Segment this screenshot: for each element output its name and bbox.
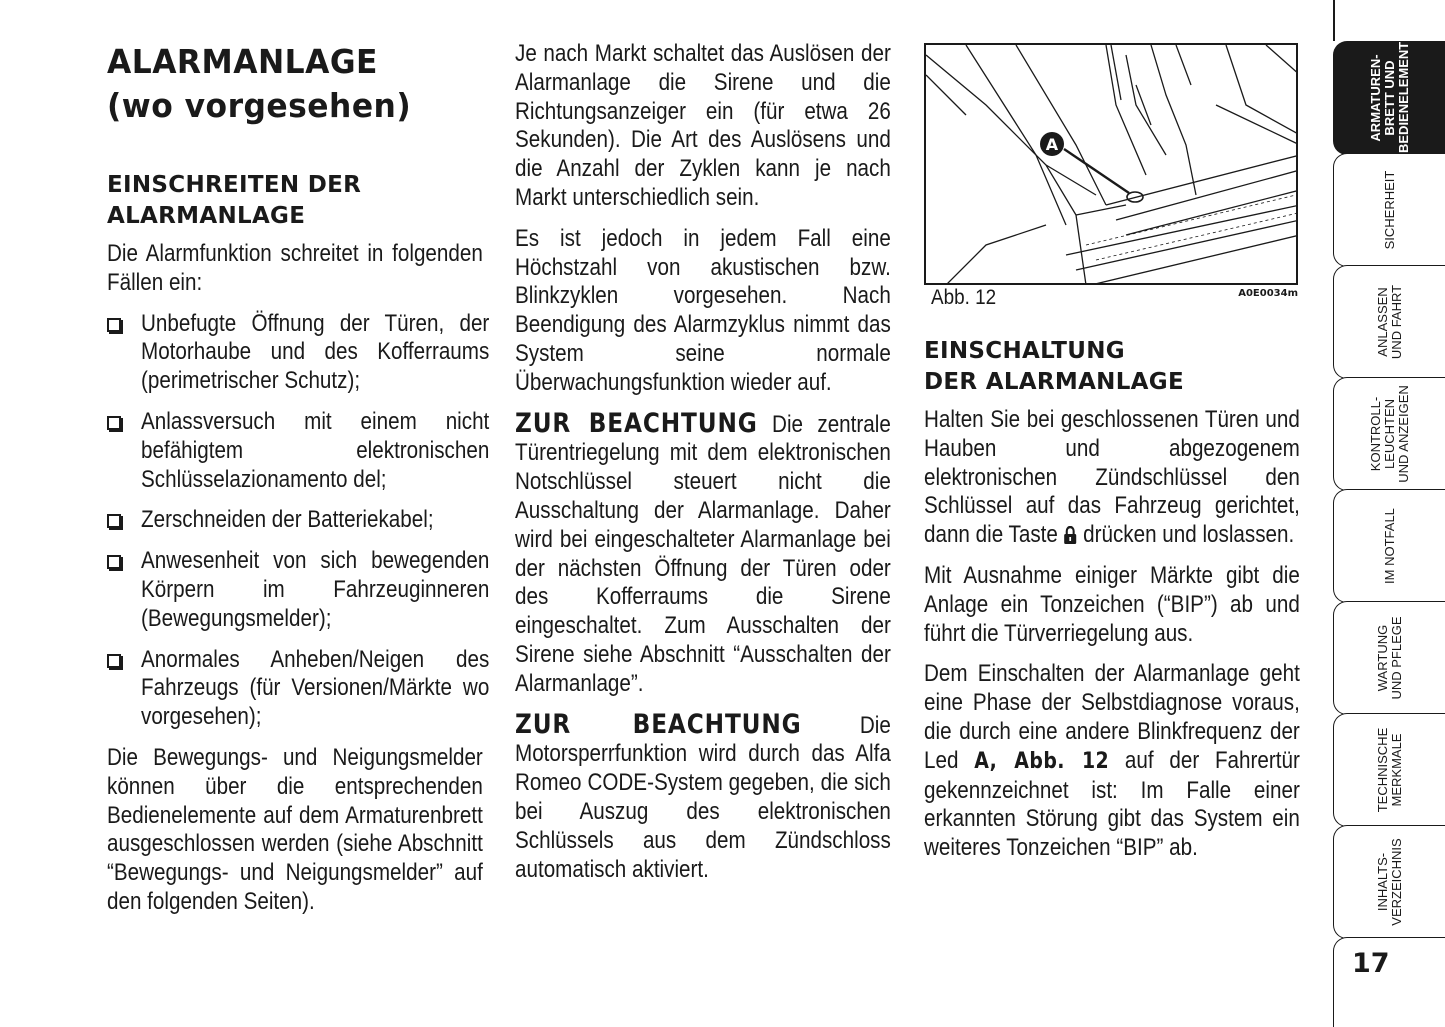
page-number: 17 <box>1352 948 1390 979</box>
paragraph-max-cycles: Es ist jedoch in jedem Fall eine Höchstzahl von akustischen bzw. Blinkzyklen vorgesehen. Nach Beendigung des Alarmzyklus nimmt das System seine normale Überwachungsfunktion wieder auf. <box>515 224 891 396</box>
section-heading-line2: DER ALARMANLAGE <box>924 369 1184 395</box>
figure-caption: Abb. 12 <box>931 286 997 309</box>
paragraph-selfdiagnosis <box>924 660 1300 863</box>
figure-code: A0E0034m <box>1238 288 1298 299</box>
tab-armaturenbrett[interactable] <box>1333 33 1445 155</box>
trigger-list <box>107 309 490 732</box>
list-item-text: Anwesenheit von sich bewegenden Körpern im Fahrzeuginneren (Bewegungsmelder); <box>141 547 490 632</box>
section-heading-einschaltung <box>924 336 1300 398</box>
tab-kontrollleuchten[interactable] <box>1333 377 1445 491</box>
tab-label: INHALTS- VERZEICHNIS <box>1374 838 1404 926</box>
note-code-system <box>515 708 891 885</box>
tab-label: WARTUNG UND PFLEGE <box>1374 616 1404 700</box>
checkbox-bullet-icon <box>107 318 121 332</box>
lock-icon <box>1064 526 1078 544</box>
note-text: Die zentrale Türentriegelung mit dem elektronischen Notschlüssel steuert nicht die Ausschaltung der Alarmanlage. Daher wird bei eingeschalteter Alarmanlage bei der nächsten Öffnung der Türen oder des Kofferraums die Sirene eingeschaltet. Zum Ausschalten der Sirene siehe Abschnitt “Ausschalten der Alarmanlage”. <box>515 410 891 697</box>
tab-notfall[interactable] <box>1333 489 1445 603</box>
page-title-line1: ALARMANLAGE <box>107 42 378 81</box>
list-item-text: Zerschneiden der Batteriekabel; <box>141 506 434 534</box>
tab-technische-merkmale[interactable] <box>1333 713 1445 827</box>
list-item <box>107 547 490 633</box>
list-item <box>107 309 490 396</box>
activation-text-a: Halten Sie bei geschlossenen Türen und Hauben und abgezogenem elektronischen Zündschlüssel den Schlüssel auf das Fahrzeug gerichtet, dann die Taste <box>924 406 1300 549</box>
tab-label: SICHERHEIT <box>1381 170 1397 250</box>
callout-label: A <box>1045 135 1059 154</box>
page-title-line2: (wo vorgesehen) <box>107 86 412 125</box>
list-item-text: Unbefugte Öffnung der Türen, der Motorhaube und des Kofferraums (perimetrischer Schutz); <box>141 309 490 395</box>
intro-paragraph: Die Alarmfunktion schreitet in folgenden Fällen ein: <box>107 240 483 296</box>
door-panel-illustration <box>926 45 1298 285</box>
checkbox-bullet-icon <box>107 654 121 668</box>
selfdiag-text-b: auf der Fahrertür gekennzeichnet ist: Im Falle einer erkannten Störung gibt das System ein weiteres Tonzeichen “BIP” ab. <box>924 746 1300 862</box>
checkbox-bullet-icon <box>107 555 121 569</box>
tab-label: KONTROLL- LEUCHTEN UND ANZEIGEN <box>1367 385 1411 483</box>
list-item <box>107 645 490 732</box>
page-title <box>107 40 464 128</box>
paragraph-activation <box>924 406 1300 550</box>
note-lead: ZUR BEACHTUNG <box>515 708 802 740</box>
note-lead: ZUR BEACHTUNG <box>515 407 758 439</box>
section-heading-line2: ALARMANLAGE <box>107 203 306 229</box>
selfdiag-text-a: Dem Einschalten der Alarmanlage geht eine Phase der Selbstdiagnose voraus, die durch eine andere Blinkfrequenz der Led <box>924 660 1300 774</box>
paragraph-bip: Mit Ausnahme einiger Märkte gibt die Anlage ein Tonzeichen (“BIP”) ab und führt die Türverriegelung aus. <box>924 561 1300 647</box>
column-right <box>924 336 1300 863</box>
list-item <box>107 506 483 535</box>
outro-paragraph: Die Bewegungs- und Neigungsmelder können über die entsprechenden Bedienelemente auf dem Armaturenbrett ausgeschlossen werden (siehe Abschnitt “Bewegungs- und Neigungsmelder” auf den folgenden Seiten). <box>107 743 483 915</box>
activation-text-b: drücken und loslassen. <box>1077 521 1295 549</box>
section-heading-line1: EINSCHALTUNG <box>924 338 1125 364</box>
tab-rail <box>1333 0 1335 41</box>
list-item-text: Anormales Anheben/Neigen des Fahrzeugs (für Versionen/Märkte wo vorgesehen); <box>141 645 490 731</box>
column-left <box>107 40 490 917</box>
note-text: Die Motorsperrfunktion wird durch das Alfa Romeo CODE-System gegeben, die sich bei Auszug des elektronischen Schlüssels aus dem Zündschloss automatisch aktiviert. <box>515 711 891 883</box>
section-heading-line1: EINSCHREITEN DER <box>107 172 362 198</box>
figure-reference: A, Abb. 12 <box>974 748 1110 774</box>
tab-wartung[interactable] <box>1333 601 1445 715</box>
tab-sicherheit[interactable] <box>1333 153 1445 267</box>
column-middle <box>515 40 891 884</box>
list-item-text: Anlassversuch mit einem nicht befähigtem elektronischen Schlüsselazionamento del; <box>141 407 490 493</box>
chapter-tabs <box>1333 0 1445 1019</box>
tab-anlassen[interactable] <box>1333 265 1445 379</box>
section-heading-einschreiten <box>107 170 483 232</box>
note-central-unlock <box>515 407 891 699</box>
paragraph-market: Je nach Markt schaltet das Auslösen der Alarmanlage die Sirene und die Richtungsanzeiger ein (für etwa 26 Sekunden). Die Art des Auslösens und die Anzahl der Zyklen kann je nach Markt unterschiedlich sein. <box>515 40 891 211</box>
checkbox-bullet-icon <box>107 416 121 430</box>
tab-inhaltsverzeichnis[interactable] <box>1333 825 1445 939</box>
tab-label: ARMATUREN- BRETT UND BEDIENELEMENTE <box>1367 33 1411 153</box>
tab-label: ANLASSEN UND FAHRT <box>1374 284 1404 360</box>
list-item <box>107 407 490 494</box>
figure-door-led <box>924 43 1298 285</box>
checkbox-bullet-icon <box>107 514 121 528</box>
tab-label: TECHNISCHE MERKMALE <box>1374 727 1404 813</box>
tab-label: IM NOTFALL <box>1381 508 1397 584</box>
